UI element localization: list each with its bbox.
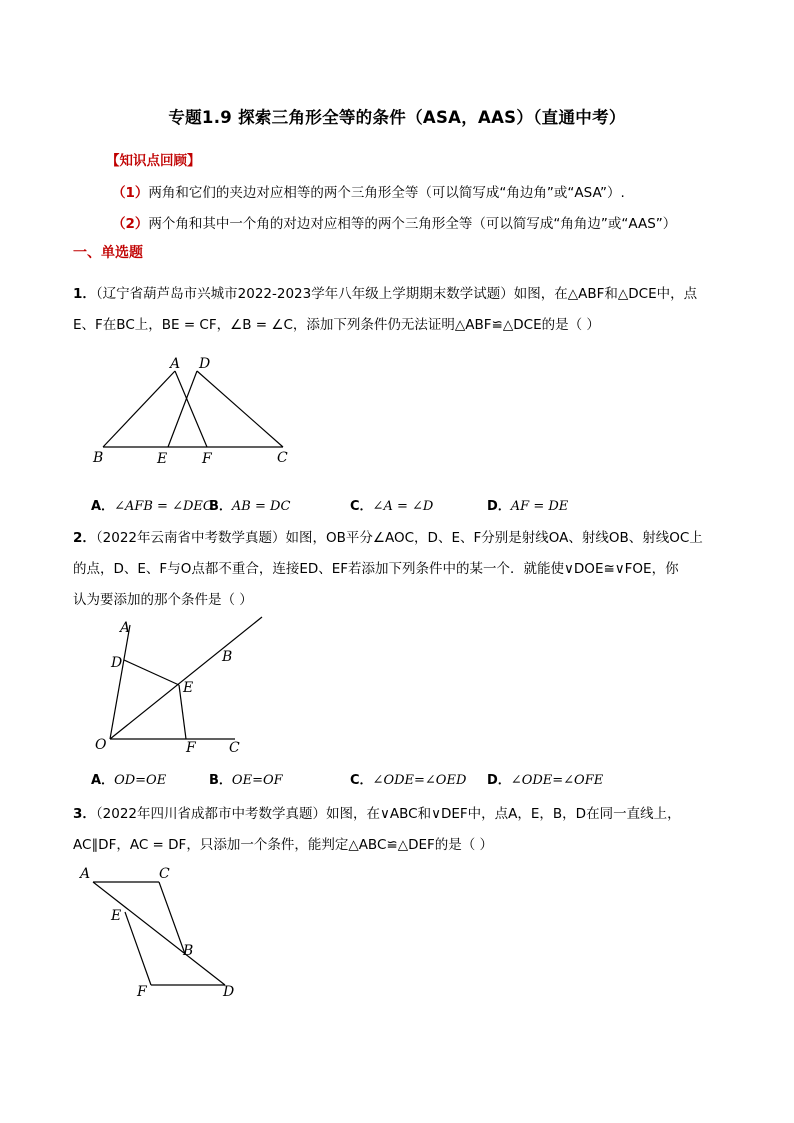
label-E: E bbox=[157, 451, 168, 467]
knowledge-item-number: （2） bbox=[112, 216, 149, 232]
label-C: C bbox=[229, 740, 240, 756]
label-A: A bbox=[80, 866, 91, 882]
question-text: 如图，在△ABF和△DCE中，点 bbox=[513, 286, 698, 302]
question-number: 3． bbox=[73, 806, 96, 822]
question-3-line-1 bbox=[73, 802, 681, 822]
knowledge-item-1 bbox=[112, 181, 625, 201]
label-C: C bbox=[277, 450, 288, 466]
label-O: O bbox=[95, 737, 107, 753]
question-text: 如图，在∨ABC和∨DEF中，点A，E，B，D在同一直线上， bbox=[326, 806, 681, 822]
option-c[interactable]: C．∠A = ∠D bbox=[350, 499, 434, 514]
label-A: A bbox=[170, 356, 181, 372]
option-b[interactable]: B．AB = DC bbox=[209, 499, 291, 514]
label-B: B bbox=[183, 943, 194, 959]
question-text: 如图，OB平分∠AOC，D、E、F分别是射线OA、射线OB、射线OC上 bbox=[285, 530, 703, 546]
question-source: （辽宁省葫芦岛市兴城市2022-2023学年八年级上学期期末数学试题） bbox=[95, 286, 514, 302]
question-number: 2． bbox=[73, 530, 96, 546]
knowledge-item-number: （1） bbox=[112, 185, 149, 201]
section-heading: 一、单选题 bbox=[73, 245, 143, 261]
question-2-line-1 bbox=[73, 526, 703, 546]
label-F: F bbox=[202, 451, 212, 467]
option-a[interactable]: A．OD=OE bbox=[91, 773, 167, 788]
question-1-line-2: E、F在BC上，BE = CF，∠B = ∠C，添加下列条件仍无法证明△ABF≌△DCE的是（ ） bbox=[73, 317, 600, 333]
label-E: E bbox=[183, 680, 194, 696]
label-E: E bbox=[111, 908, 122, 924]
question-1-figure bbox=[85, 355, 305, 470]
knowledge-item-text: 两个角和其中一个角的对边对应相等的两个三角形全等（可以简写成“角角边”或“AAS”） bbox=[148, 216, 677, 232]
knowledge-item-text: 两角和它们的夹边对应相等的两个三角形全等（可以简写成“角边角”或“ASA”）. bbox=[148, 185, 625, 201]
option-b[interactable]: B．OE=OF bbox=[209, 773, 283, 788]
question-3-line-2: AC∥DF，AC = DF，只添加一个条件，能判定△ABC≌△DEF的是（ ） bbox=[73, 837, 494, 853]
label-F: F bbox=[186, 740, 196, 756]
label-D: D bbox=[223, 984, 235, 1000]
question-2-figure bbox=[95, 615, 275, 760]
question-2-options bbox=[0, 769, 794, 789]
option-d[interactable]: D．AF = DE bbox=[487, 499, 569, 514]
label-A: A bbox=[120, 620, 131, 636]
question-source: （2022年四川省成都市中考数学真题） bbox=[95, 806, 327, 822]
question-2-line-2: 的点，D、E、F与O点都不重合，连接ED、EF若添加下列条件中的某一个．就能使∨DOE≅∨FOE，你 bbox=[73, 561, 679, 577]
question-3-figure bbox=[75, 862, 250, 1002]
question-source: （2022年云南省中考数学真题） bbox=[95, 530, 286, 546]
question-number: 1． bbox=[73, 286, 96, 302]
question-1-line-1 bbox=[73, 282, 697, 302]
label-D: D bbox=[199, 356, 211, 372]
option-d[interactable]: D．∠ODE=∠OFE bbox=[487, 773, 604, 788]
label-F: F bbox=[137, 984, 147, 1000]
question-2-line-3: 认为要添加的那个条件是（ ） bbox=[73, 592, 253, 608]
label-B: B bbox=[222, 649, 233, 665]
option-a[interactable]: A．∠AFB = ∠DEC bbox=[91, 499, 213, 514]
label-D: D bbox=[111, 655, 123, 671]
label-B: B bbox=[93, 450, 104, 466]
knowledge-heading: 【知识点回顾】 bbox=[106, 153, 201, 169]
knowledge-item-2 bbox=[112, 212, 676, 232]
question-1-options bbox=[0, 495, 794, 515]
page-title: 专题1.9 探索三角形全等的条件（ASA，AAS）（直通中考） bbox=[168, 108, 626, 127]
option-c[interactable]: C．∠ODE=∠OED bbox=[350, 773, 467, 788]
label-C: C bbox=[159, 866, 170, 882]
